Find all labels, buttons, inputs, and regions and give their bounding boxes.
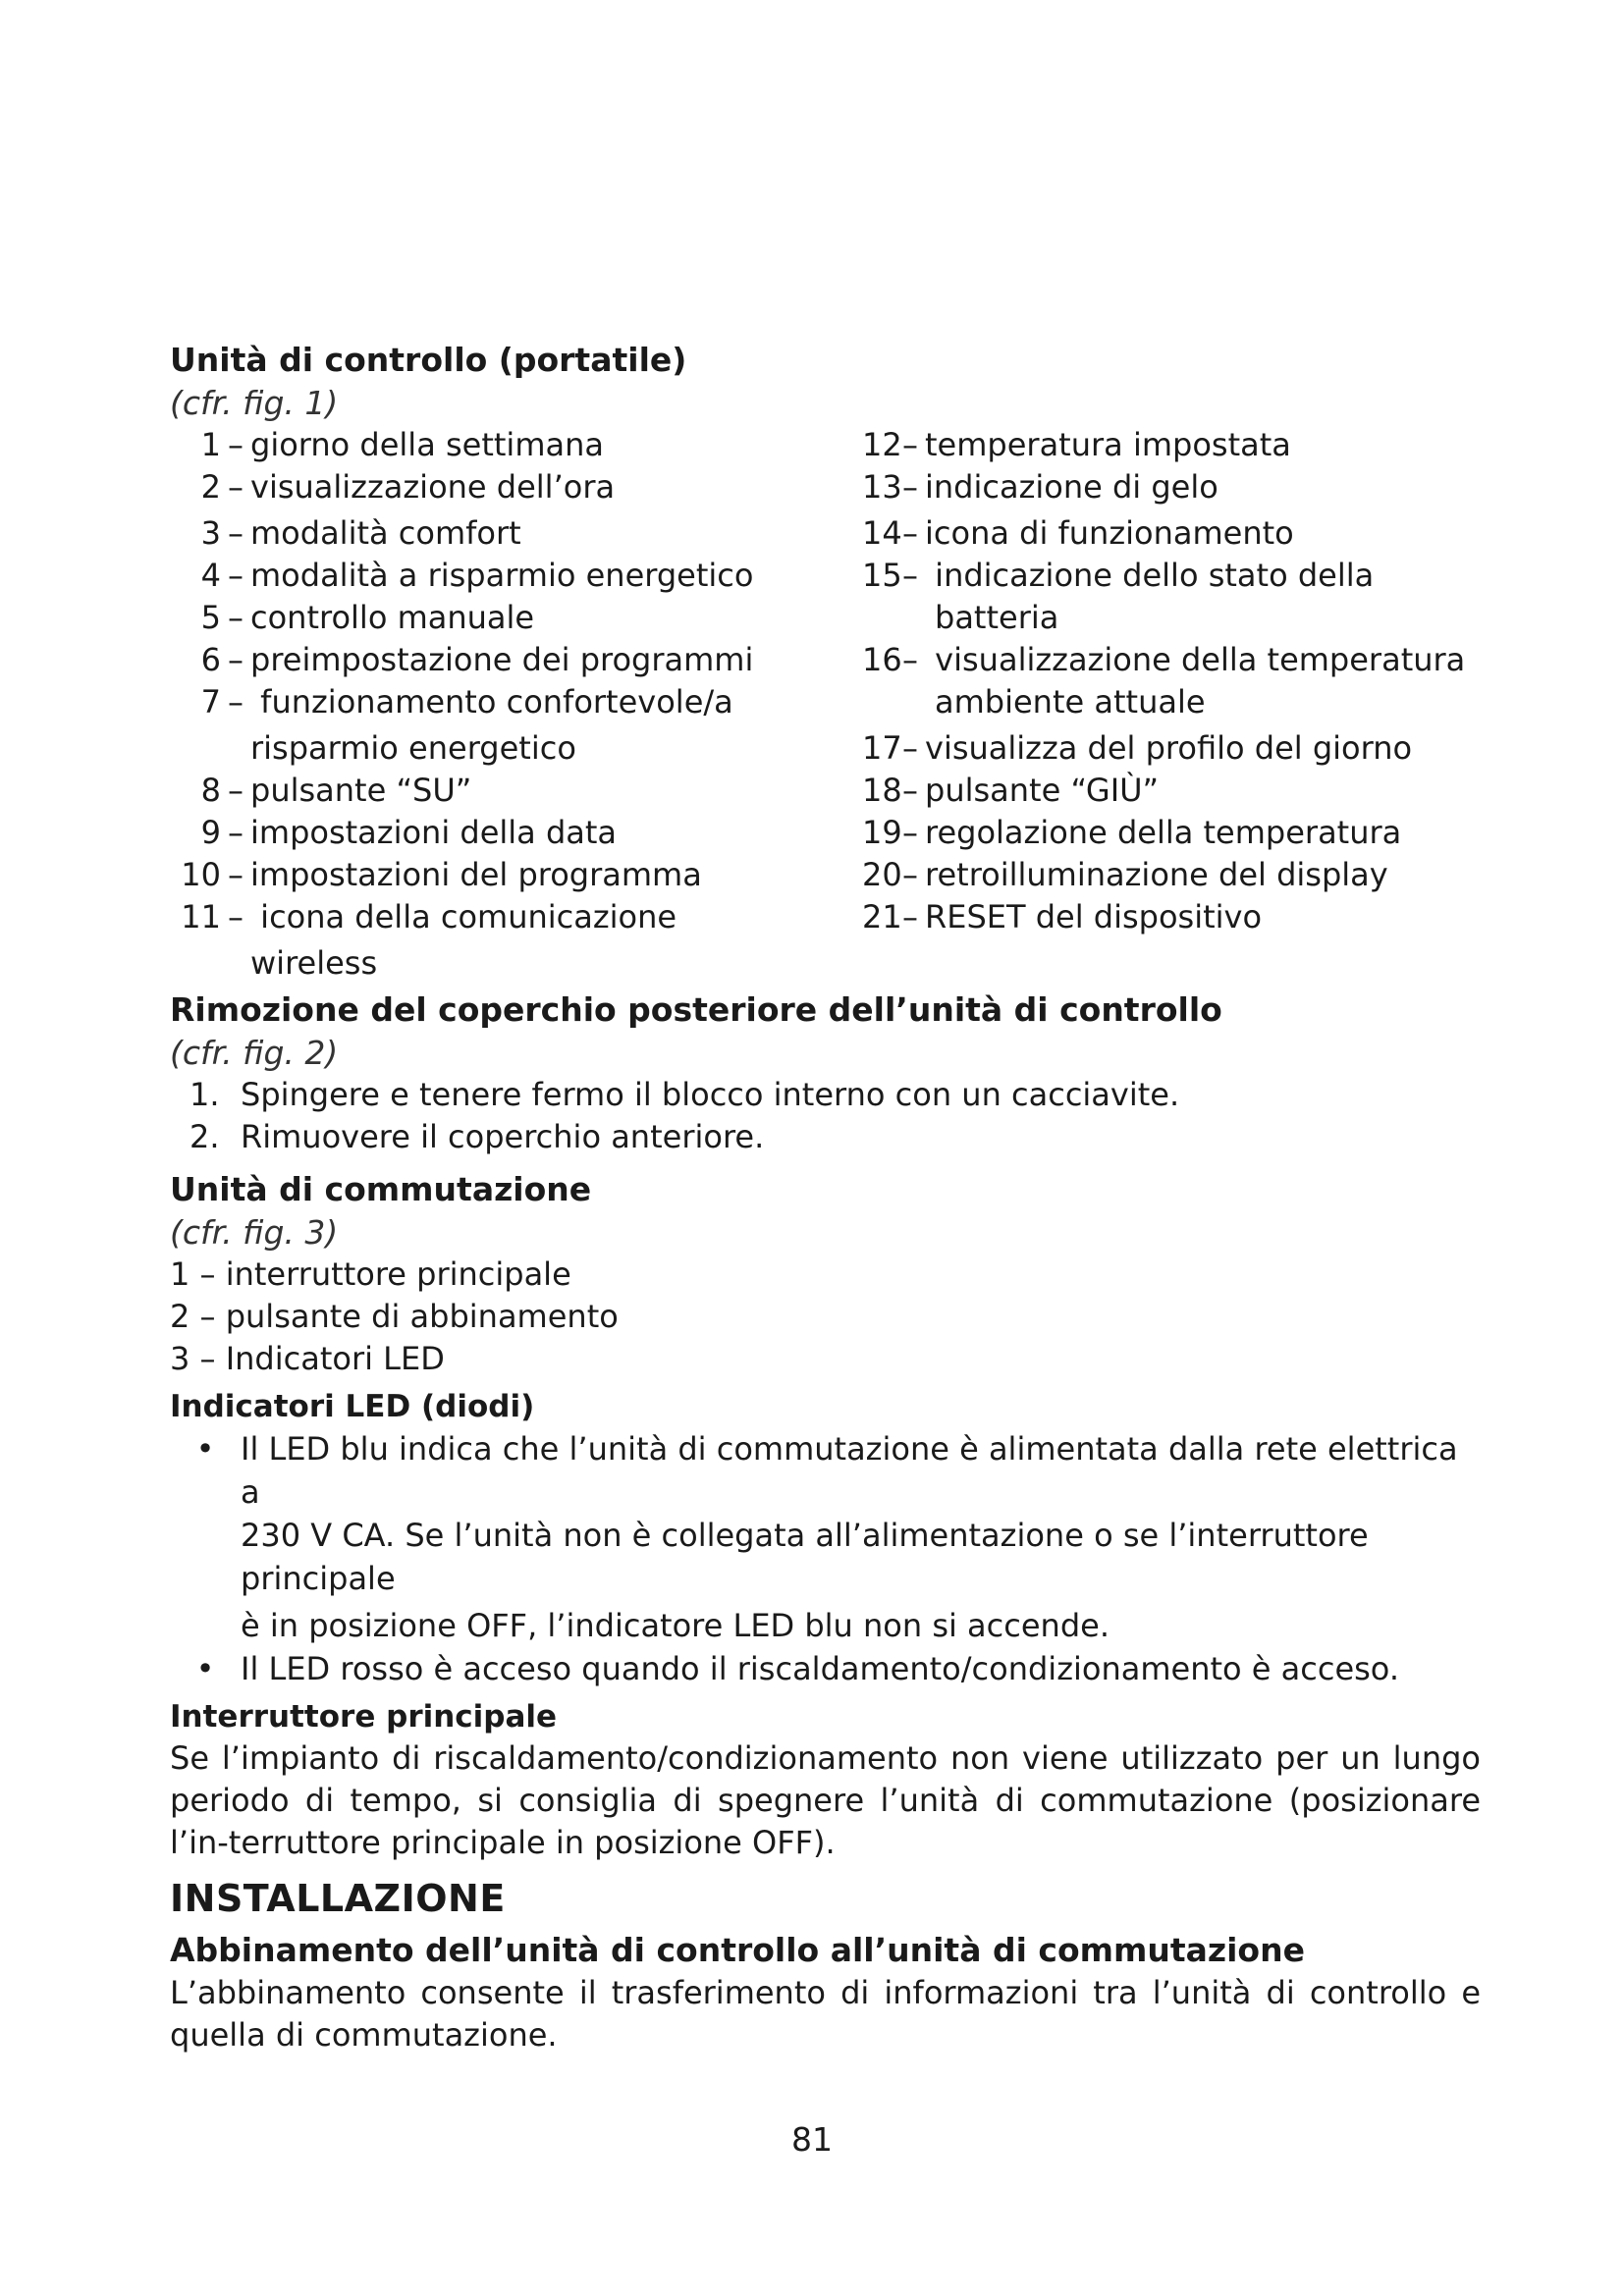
component-list-right	[862, 424, 1481, 985]
figure-reference: (cfr. fig. 1)	[170, 384, 339, 422]
list-item: 7 – funzionamento confortevole/a	[200, 683, 733, 721]
main-switch-paragraph: Se l’impianto di riscaldamento/condizionamento non viene utilizzato per un lungo periodo di tempo, si consiglia di spegnere l’unità di commutazione (posizionare l’in-terruttore principale in posizione OFF).	[170, 1739, 1481, 1861]
subsection-title-pairing: Abbinamento dell’unità di controllo all’unità di commutazione	[170, 1931, 1305, 1969]
section-title-control-unit: Unità di controllo (portatile)	[170, 341, 687, 379]
list-item: 3 – Indicatori LED	[170, 1340, 445, 1377]
section-title-switching-unit: Unità di commutazione	[170, 1170, 592, 1208]
section-title-installation: INSTALLAZIONE	[170, 1877, 506, 1920]
bullet-icon: •	[195, 1650, 215, 1687]
list-item: 15 – indicazione dello stato della	[862, 557, 1375, 594]
list-item: 2 – pulsante di abbinamento	[170, 1298, 619, 1335]
list-item: 3 – modalità comfort	[200, 514, 521, 552]
list-item: 11 – icona della comunicazione	[181, 898, 677, 935]
list-item-continuation: wireless	[250, 944, 378, 982]
component-list	[170, 424, 1481, 985]
list-item: 6 – preimpostazione dei programmi	[200, 641, 754, 678]
list-item: 21 – RESET del dispositivo	[862, 898, 1263, 935]
bullet-item: • Il LED blu indica che l’unità di commutazione è alimentata dalla rete elettrica a 230 V CA. Se l’unità non è collegata all’alimentazione o se l’interruttore principale è in posizione OFF, l’indicatore LED blu non si accende.	[170, 1427, 1481, 1647]
list-item: 13 – indicazione di gelo	[862, 468, 1218, 506]
bullet-icon: •	[195, 1430, 215, 1468]
list-item: 10 – impostazioni del programma	[181, 856, 702, 893]
list-item: 1 – interruttore principale	[170, 1255, 571, 1293]
subsection-title-led: Indicatori LED (diodi)	[170, 1389, 535, 1424]
list-item: 14 – icona di funzionamento	[862, 514, 1294, 552]
subsection-title-main-switch: Interruttore principale	[170, 1699, 558, 1735]
list-item: 1 – giorno della settimana	[200, 426, 604, 463]
list-item: 19 – regolazione della temperatura	[862, 814, 1402, 851]
list-item: 16 – visualizzazione della temperatura	[862, 641, 1466, 678]
list-item: 12 – temperatura impostata	[862, 426, 1291, 463]
list-item: 2 – visualizzazione dell’ora	[200, 468, 616, 506]
list-item: 4 – modalità a risparmio energetico	[200, 557, 754, 594]
component-list-left	[170, 424, 862, 985]
list-item: 9 – impostazioni della data	[200, 814, 618, 851]
list-item: 18 – pulsante “GIÙ”	[862, 772, 1160, 809]
list-item: 8 – pulsante “SU”	[200, 772, 472, 809]
step-item: 2. Rimuovere il coperchio anteriore.	[189, 1118, 765, 1155]
list-item-continuation: batteria	[935, 599, 1059, 636]
bullet-item: • Il LED rosso è acceso quando il riscaldamento/condizionamento è acceso.	[170, 1647, 1481, 1690]
step-item: 1. Spingere e tenere fermo il blocco interno con un cacciavite.	[189, 1076, 1180, 1113]
list-item-continuation: risparmio energetico	[250, 729, 576, 767]
figure-reference: (cfr. fig. 2)	[170, 1034, 339, 1072]
pairing-paragraph: L’abbinamento consente il trasferimento di informazioni tra l’unità di controllo e quella di commutazione.	[170, 1974, 1481, 2054]
list-item: 17 – visualizza del profilo del giorno	[862, 729, 1413, 767]
page-number: 81	[791, 2120, 833, 2159]
list-item: 20 – retroilluminazione del display	[862, 856, 1388, 893]
section-title-remove-cover: Rimozione del coperchio posteriore dell’unità di controllo	[170, 990, 1222, 1029]
list-item: 5 – controllo manuale	[200, 599, 535, 636]
list-item-continuation: ambiente attuale	[935, 683, 1206, 721]
figure-reference: (cfr. fig. 3)	[170, 1213, 339, 1252]
page-content	[170, 339, 1481, 2056]
